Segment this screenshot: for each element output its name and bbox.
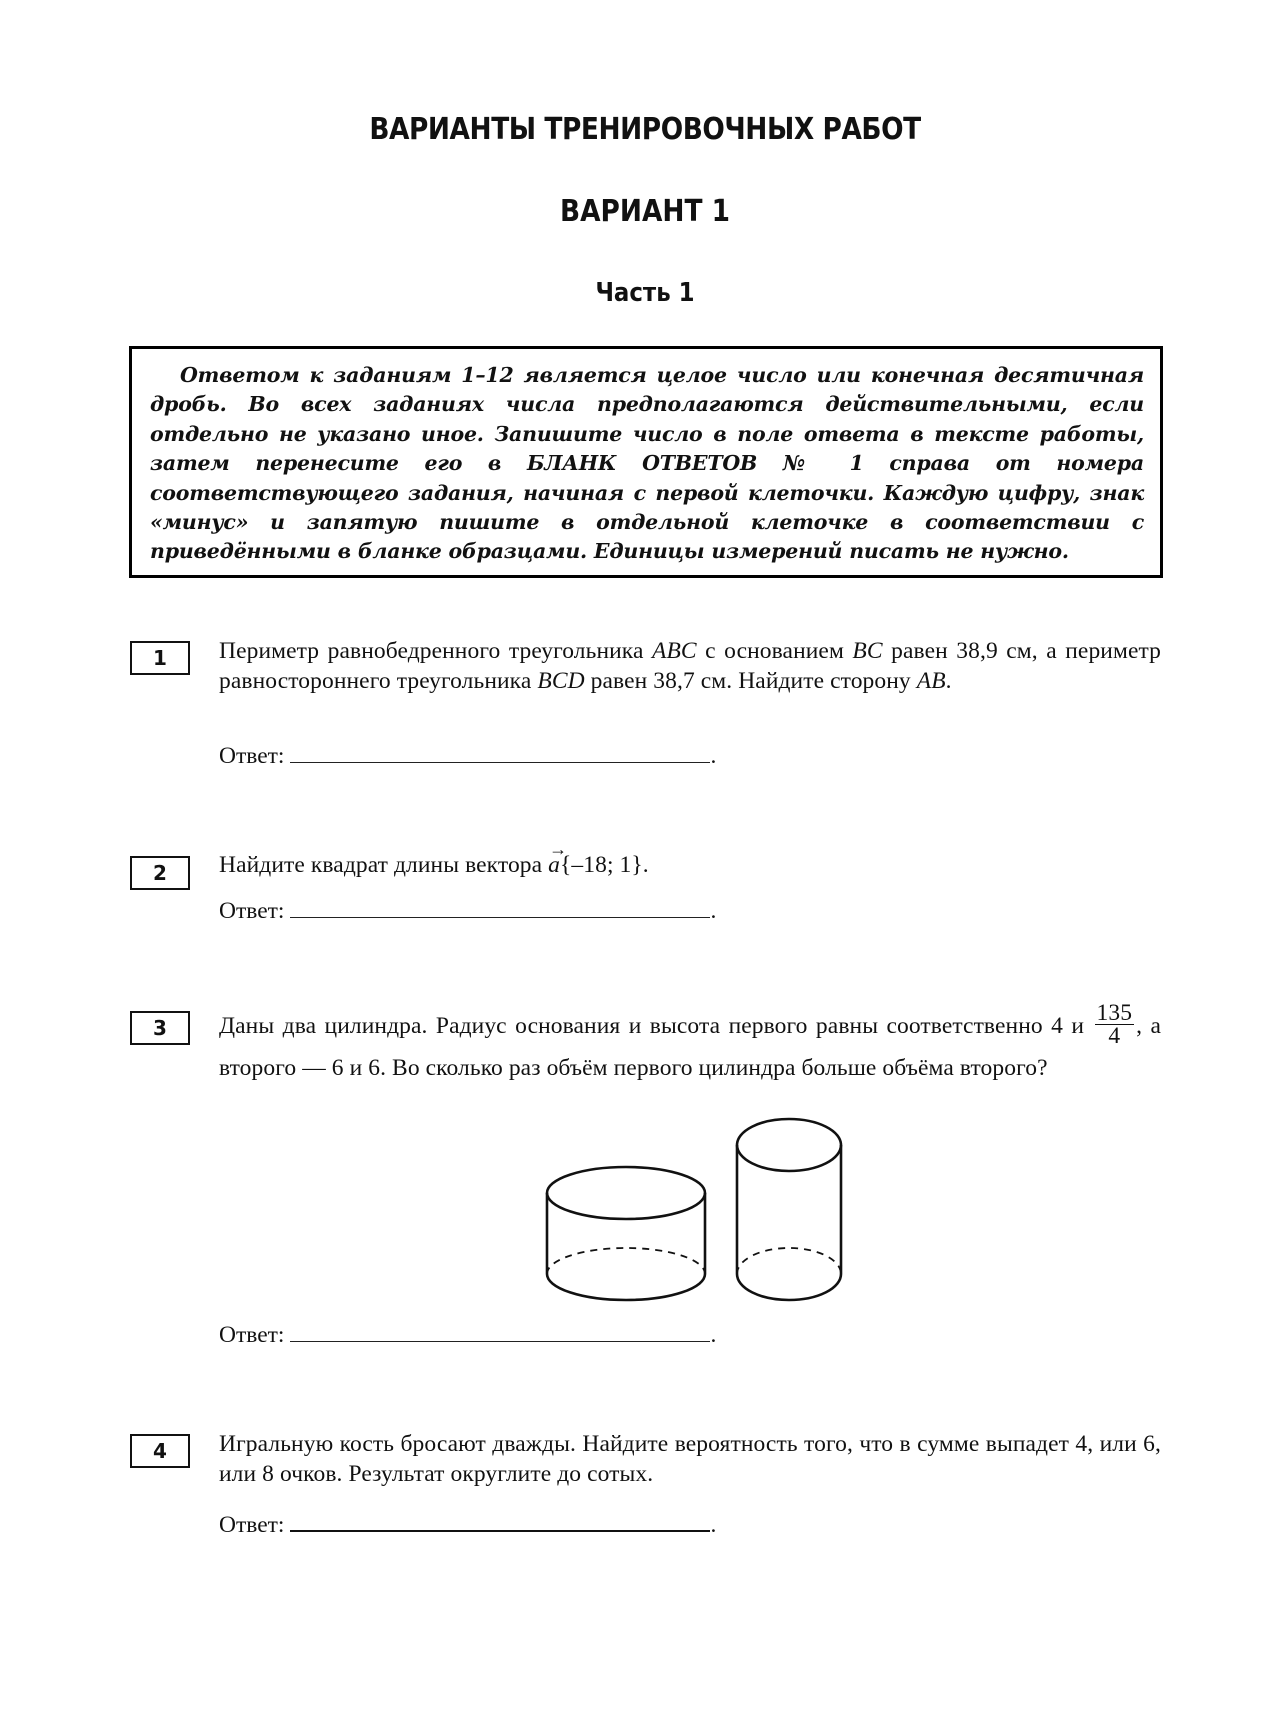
text-segment: с основанием (696, 638, 853, 664)
answer-end: . (710, 1322, 717, 1348)
text-segment: Игральную кость бросают дважды. Найдите вероятность того, что в сумме выпадет 4, или 6, или 8 очков. Результат округлите до сотых. (219, 1431, 1161, 1487)
cylinder-wide-icon (547, 1167, 705, 1300)
math-var: BCD (537, 668, 585, 694)
answer-row (219, 1320, 716, 1350)
answer-label: Ответ: (219, 898, 285, 924)
variant-title: ВАРИАНТ 1 (559, 194, 731, 229)
text-segment: Найдите квадрат длины вектора (219, 852, 549, 878)
text-segment: равен 38,9 см, а периметр равностороннего треугольника (219, 638, 1161, 694)
answer-end: . (710, 743, 717, 769)
answer-field[interactable] (290, 1510, 710, 1532)
math-var: BC (852, 638, 883, 664)
task-text (219, 1000, 1162, 1087)
answer-row (219, 1510, 716, 1540)
answer-field[interactable] (290, 742, 710, 763)
fraction-denominator: 4 (1108, 1023, 1121, 1049)
math-var: a (548, 852, 561, 878)
two-cylinders-figure (540, 1112, 860, 1312)
vector-a (548, 839, 568, 880)
task-text (219, 1429, 1161, 1489)
answer-row (219, 741, 716, 771)
text-segment: Периметр равнобедренного треугольника (219, 638, 652, 664)
text-segment: Даны два цилиндра. Радиус основания и высота первого равны соответственно 4 и (219, 1012, 1093, 1039)
task-number-box: 2 (130, 856, 190, 890)
answer-label: Ответ: (219, 1322, 285, 1348)
vector-arrow-icon: → (549, 839, 568, 859)
text-segment: {–18; 1}. (560, 852, 649, 878)
cylinder-tall-icon (737, 1119, 841, 1300)
answer-label: Ответ: (219, 743, 285, 769)
task-number-box: 1 (130, 641, 190, 675)
instructions-text: Ответом к заданиям 1–12 является целое число или конечная десятичная дробь. Во всех заданиях числа предполагаются действительными, если отдельно не указано иное. Запишите число в поле ответа в тексте работы, затем перенесите его в БЛАНК ОТВЕТОВ № 1 справа от номера соответствующего задания, начиная с первой клеточки. Каждую цифру, знак «минус» и запятую пишите в отдельной клеточке в соответствии с приведёнными в бланке образцами. Единицы измерений писать не нужно. (150, 363, 1144, 564)
answer-field[interactable] (290, 897, 710, 918)
fraction-numerator: 135 (1096, 1000, 1133, 1026)
math-var: AB (916, 668, 946, 694)
answer-label: Ответ: (219, 1512, 285, 1538)
math-var: ABC (651, 638, 697, 664)
answer-end: . (710, 898, 717, 924)
task-number-box: 3 (130, 1011, 190, 1045)
page-title: ВАРИАНТЫ ТРЕНИРОВОЧНЫХ РАБОТ (369, 112, 921, 147)
text-segment: . (945, 668, 952, 694)
answer-end: . (710, 1512, 717, 1538)
text-segment: равен 38,7 см. Найдите сторону (584, 668, 917, 694)
instructions-box (129, 346, 1163, 578)
fraction (1095, 1002, 1135, 1047)
task-text (219, 636, 1161, 696)
text-segment: , а второго — 6 и 6. Во сколько раз объём первого цилиндра больше объёма второго? (219, 1012, 1162, 1081)
task-number-box: 4 (130, 1434, 190, 1468)
answer-row (219, 896, 716, 926)
part-title: Часть 1 (595, 278, 695, 308)
task-text (219, 839, 1161, 880)
answer-field[interactable] (290, 1321, 710, 1342)
